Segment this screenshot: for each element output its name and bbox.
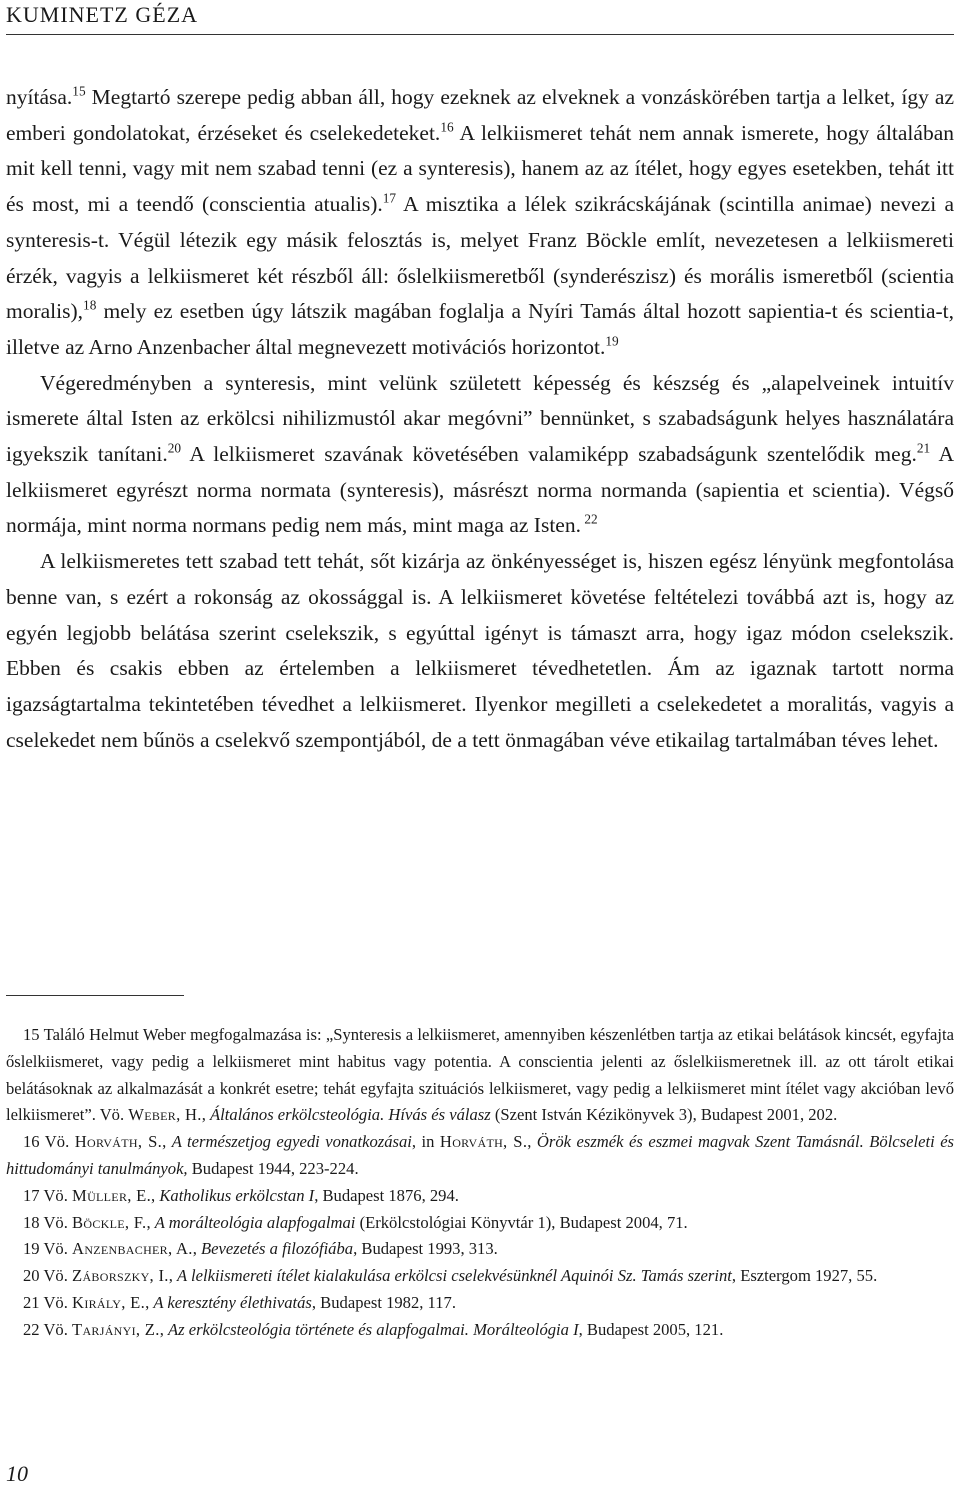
work-title: A természetjog egyedi vonatkozásai	[171, 1132, 412, 1152]
footnote-20: 20 Vö. Záborszky, I., A lelkiismereti ítélet kialakulása erkölcsi cselekvésünknél Aquinói Sz. Tamás szerint, Esztergom 1927, 55.	[23, 1266, 878, 1286]
author-name: Tarjányi, Z.	[72, 1319, 160, 1339]
footnote-15: 15 Találó Helmut Weber megfogalmazása is: „Synteresis a lelkiismeret, amennyiben készenlétben tartja az etikai belátások kincsét, egyfajta őslelkiismeret, vagy pedig a lelkiismeret mint habitus vagy potentia. A conscientia jelenti az őslelkiismeretnek ill. az ott tárolt etikai belátásoknak az alkalmazását a konkrét esetre; tehát egyfajta szituációs lelkiismeret, vagy pedig a lelkiismeret mint ítélet vagy akcióban levő lelkiismeret”. Vö. Weber, H., Általános erkölcsteológia. Hívás és válasz (Szent István Kézikönyvek 3), Budapest 2001, 202.	[6, 1025, 954, 1125]
footnote-reference: 17	[382, 190, 397, 206]
author-name: Böckle, F.	[72, 1212, 147, 1232]
work-title: A keresztény élethivatás	[153, 1292, 312, 1312]
work-title: Katholikus erkölcstan I	[159, 1185, 315, 1205]
footnote-19: 19 Vö. Anzenbacher, A., Bevezetés a filozófiába, Budapest 1993, 313.	[23, 1239, 498, 1259]
footnote-21: 21 Vö. Király, E., A keresztény élethivatás, Budapest 1982, 117.	[23, 1292, 456, 1312]
running-head: KUMINETZ GÉZA	[6, 2, 954, 35]
footnote-reference: 22	[580, 511, 598, 527]
footnote-reference: 21	[916, 440, 931, 456]
author-name: Müller, E.	[72, 1185, 152, 1205]
work-title: Általános erkölcsteológia. Hívás és válasz	[210, 1105, 491, 1125]
work-title: Az erkölcsteológia története és alapfogalmai. Morálteológia I	[167, 1319, 579, 1339]
footnote-reference: 18	[83, 297, 97, 313]
paragraph: nyítása.$^{15}$ Megtartó szerepe pedig abban áll, hogy ezeknek az elveknek a vonzáskörében tartja a lelket, így az emberi gondolatokat, érzéseket és cselekedeteket.$^{16}$ A lelkiismeret tehát nem annak ismerete, hogy általában mit kell tenni, vagy mit nem szabad tenni (ez a synteresis), hanem az az ítélet, hogy egyes esetekben, tehát itt és most, mi a teendő (conscientia atualis).$^{17}$ A misztika a lélek szikrácskájának (scintilla animae) nevezi a synteresis-t. Végül létezik egy másik felosztás is, melyet Franz Böckle említ, nevezetesen a lelkiismereti érzék, vagyis a lelkiismeret két részből áll: őslelkiismeretből (synderészisz) és morális ismeretből (scientia moralis),$^{18}$ mely ez esetben úgy látszik magában foglalja a Nyíri Tamás által hozott sapientia-t és scientia-t, illetve az Arno Anzenbacher által megnevezett motivációs horizontot.$^{19}$	[6, 83, 955, 359]
work-title: A lelkiismereti ítélet kialakulása erkölcsi cselekvésünknél Aquinói Sz. Tamás szerint	[177, 1266, 732, 1286]
work-title: Bevezetés a filozófiába	[201, 1239, 354, 1259]
author-name: Anzenbacher, A.	[72, 1239, 193, 1259]
author-name: Weber, H.	[128, 1105, 202, 1125]
work-title: A morálteológia alapfogalmai	[154, 1212, 356, 1232]
author-name: Király, E.	[72, 1292, 146, 1312]
footnote-17: 17 Vö. Müller, E., Katholikus erkölcstan I, Budapest 1876, 294.	[23, 1185, 459, 1205]
footnote-reference: 19	[605, 333, 619, 349]
paragraph: A lelkiismeretes tett szabad tett tehát, sőt kizárja az önkényességet is, hiszen egész lényünk megfontolása benne van, s ezért a rokonság az okossággal is. A lelkiismeret követése feltételezi továbbá azt is, hogy az egyén legjobb belátása szerint cselekszik, s egyúttal igényt is támaszt arra, hogy igaz módon cselekszik. Ebben és csakis ebben az értelemben a lelkiismeret tévedhetetlen. Ám az igaznak tartott norma igazságtartalma tekintetében tévedhet a lelkiismeret. Ilyenkor megilleti a cselekedetet a moralitás, vagyis a cselekedet nem bűnös a cselekvő szempontjából, de a tett önmagában véve etikailag tartalmában téves lehet.	[6, 549, 954, 752]
footnote-reference: 16	[440, 119, 454, 135]
footnote-22: 22 Vö. Tarjányi, Z., Az erkölcsteológia története és alapfogalmai. Morálteológia I, Budapest 2005, 121.	[23, 1319, 724, 1339]
footnote-16: 16 Vö. Horváth, S., A természetjog egyedi vonatkozásai, in Horváth, S., Örök eszmék és eszmei magvak Szent Tamásnál. Bölcseleti és hittudományi tanulmányok, Budapest 1944, 223-224.	[6, 1132, 955, 1178]
author-name: Záborszky, I.	[72, 1266, 169, 1286]
footnote-separator	[6, 995, 184, 996]
paragraph: Végeredményben a synteresis, mint velünk született képesség és készség és „alapelveinek intuitív ismerete által Isten az erkölcsi nihilizmustól akar megóvni” bennünket, s szabadságunk helyes használatára igyekszik tanítani.$^{20}$ A lelkiismeret szavának követésében valamiképp szabadságunk szentelődik meg.$^{21}$ A lelkiismeret egyrészt norma normata (synteresis), másrészt norma normanda (sapientia et scientia). Végső normája, mint norma normans pedig nem más, mint maga az Isten. $^{22}$	[6, 370, 954, 538]
page-number: 10	[6, 1461, 28, 1486]
main-text	[6, 80, 954, 758]
footnote-reference: 20	[167, 440, 182, 456]
footnote-18: 18 Vö. Böckle, F., A morálteológia alapfogalmai (Erkölcstológiai Könyvtár 1), Budapest 2004, 71.	[23, 1212, 688, 1232]
author-name: Horváth, S.	[439, 1132, 528, 1152]
work-title: Örök eszmék és eszmei magvak Szent Tamásnál. Bölcseleti és hittudományi tanulmányok,	[6, 1132, 955, 1178]
footnotes	[6, 1022, 954, 1344]
footnote-reference: 15	[72, 83, 86, 99]
author-name: Horváth, S.	[74, 1132, 163, 1152]
